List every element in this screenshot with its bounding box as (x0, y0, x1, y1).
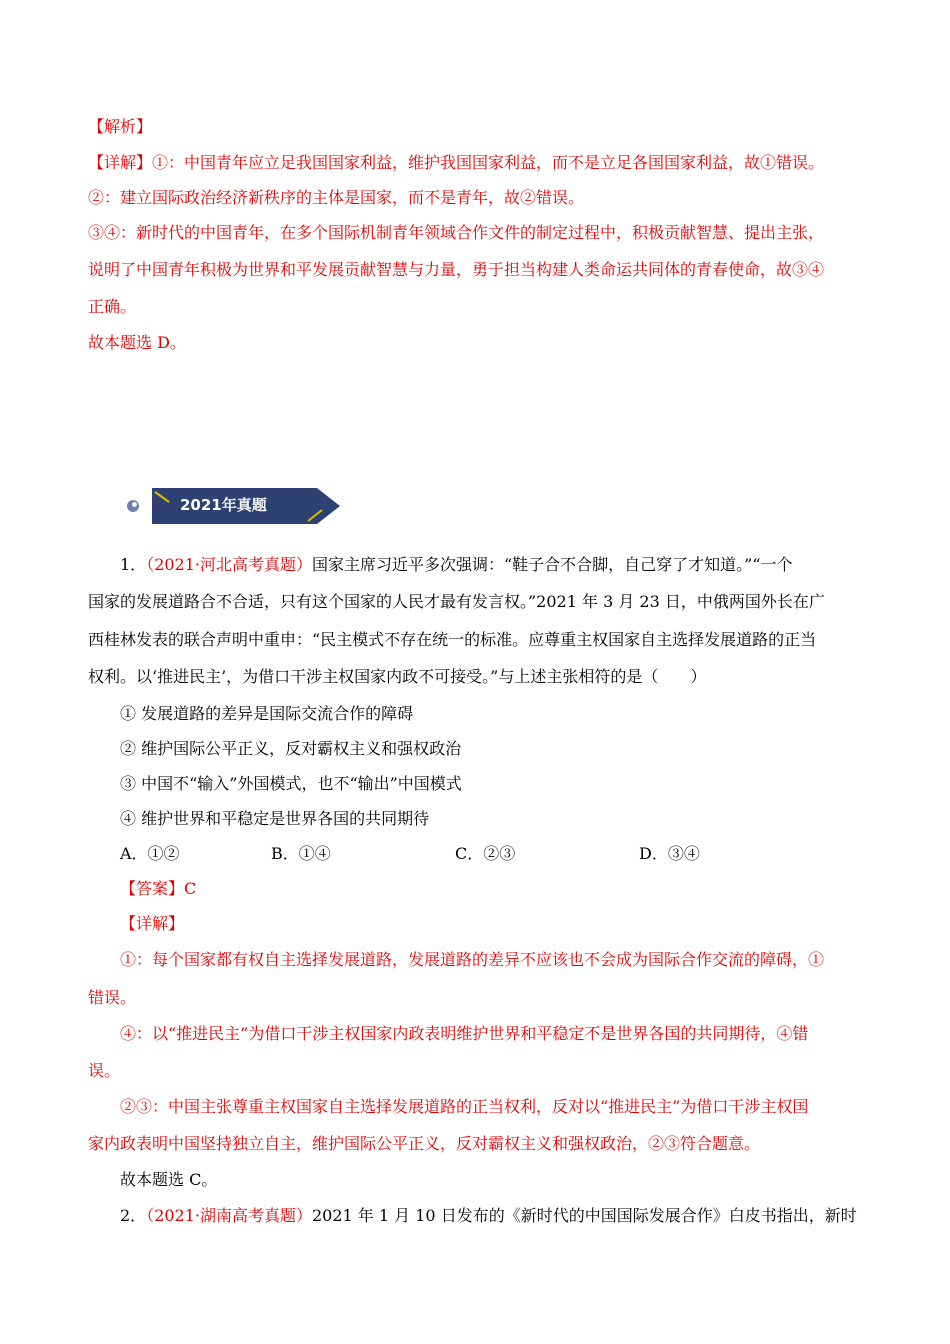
analysis-line-1 (88, 153, 824, 173)
q2-number: 2． (120, 1206, 147, 1225)
q1-source: （2021·河北高考真题） (146, 555, 312, 574)
detail-text: ①：中国青年应立足我国国家利益，维护我国国家利益，而不是立足各国国家利益，故①错误。 (152, 153, 825, 172)
q1-stem-text: 国家主席习近平多次强调：“鞋子合不合脚，自己穿了才知道。”“一个 (312, 555, 793, 574)
q1-answer-label: 【答案】 (120, 879, 185, 898)
analysis-line-4: 说明了中国青年积极为世界和平发展贡献智慧与力量，勇于担当构建人类命运共同体的青春使命，故③④ (88, 260, 825, 279)
q1-detail-line-5: ②③：中国主张尊重主权国家自主选择发展道路的正当权利，反对以“推进民主”为借口干涉主权国 (120, 1097, 809, 1116)
q1-option-a: A．①② (120, 844, 180, 863)
detail-label: 【详解】 (88, 153, 153, 172)
q1-detail-line-1: ①：每个国家都有权自主选择发展道路，发展道路的差异不应该也不会成为国际合作交流的障碍，① (120, 950, 825, 969)
q1-conclusion: 故本题选 C。 (120, 1170, 218, 1189)
section-title: 2021年真题 (180, 496, 267, 514)
q1-stem-line-3: 西桂林发表的联合声明中重申：“民主模式不存在统一的标准。应尊重主权国家自主选择发展道路的正当 (88, 630, 817, 649)
q1-option-c: C．②③ (455, 844, 516, 863)
section-banner (122, 488, 342, 524)
analysis-conclusion: 故本题选 D。 (88, 333, 186, 352)
q1-detail-line-6: 家内政表明中国坚持独立自主，维护国际公平正义，反对霸权主义和强权政治，②③符合题意。 (88, 1134, 761, 1153)
q1-answer-value: C (184, 879, 197, 898)
q1-statement-1: ① 发展道路的差异是国际交流合作的障碍 (120, 704, 414, 723)
q1-number: 1． (120, 555, 147, 574)
q1-option-d: D．③④ (639, 844, 700, 863)
analysis-line-2: ②：建立国际政治经济新秩序的主体是国家，而不是青年，故②错误。 (88, 188, 585, 207)
q2-stem-text: 2021 年 1 月 10 日发布的《新时代的中国国际发展合作》白皮书指出，新时 (312, 1206, 857, 1225)
q1-answer (120, 879, 196, 899)
q1-detail-line-3: ④：以“推进民主”为借口干涉主权国家内政表明维护世界和平稳定不是世界各国的共同期待，④错 (120, 1024, 809, 1043)
q1-statement-2: ② 维护国际公平正义，反对霸权主义和强权政治 (120, 739, 462, 758)
q1-detail-label: 【详解】 (120, 914, 185, 933)
q1-statement-4: ④ 维护世界和平稳定是世界各国的共同期待 (120, 809, 430, 828)
q1-detail-line-4: 误。 (88, 1061, 121, 1080)
q2-source: （2021·湖南高考真题） (146, 1206, 312, 1225)
q1-stem-line-4: 权利。以‘推进民主’，为借口干涉主权国家内政不可接受。”与上述主张相符的是（ ） (88, 667, 707, 686)
analysis-line-5: 正确。 (88, 297, 137, 316)
analysis-line-3: ③④：新时代的中国青年，在多个国际机制青年领域合作文件的制定过程中，积极贡献智慧、提出主张， (88, 223, 825, 242)
q1-stem-line-2: 国家的发展道路合不合适，只有这个国家的人民才最有发言权。”2021 年 3 月 23 日，中俄两国外长在广 (88, 592, 825, 611)
q1-stem-line-1 (120, 555, 793, 575)
q1-statement-3: ③ 中国不“输入”外国模式，也不“输出”中国模式 (120, 774, 462, 793)
q1-detail-line-2: 错误。 (88, 988, 137, 1007)
q2-stem-line-1 (120, 1206, 857, 1226)
analysis-heading: 【解析】 (88, 117, 153, 136)
q1-option-b: B．①④ (271, 844, 331, 863)
